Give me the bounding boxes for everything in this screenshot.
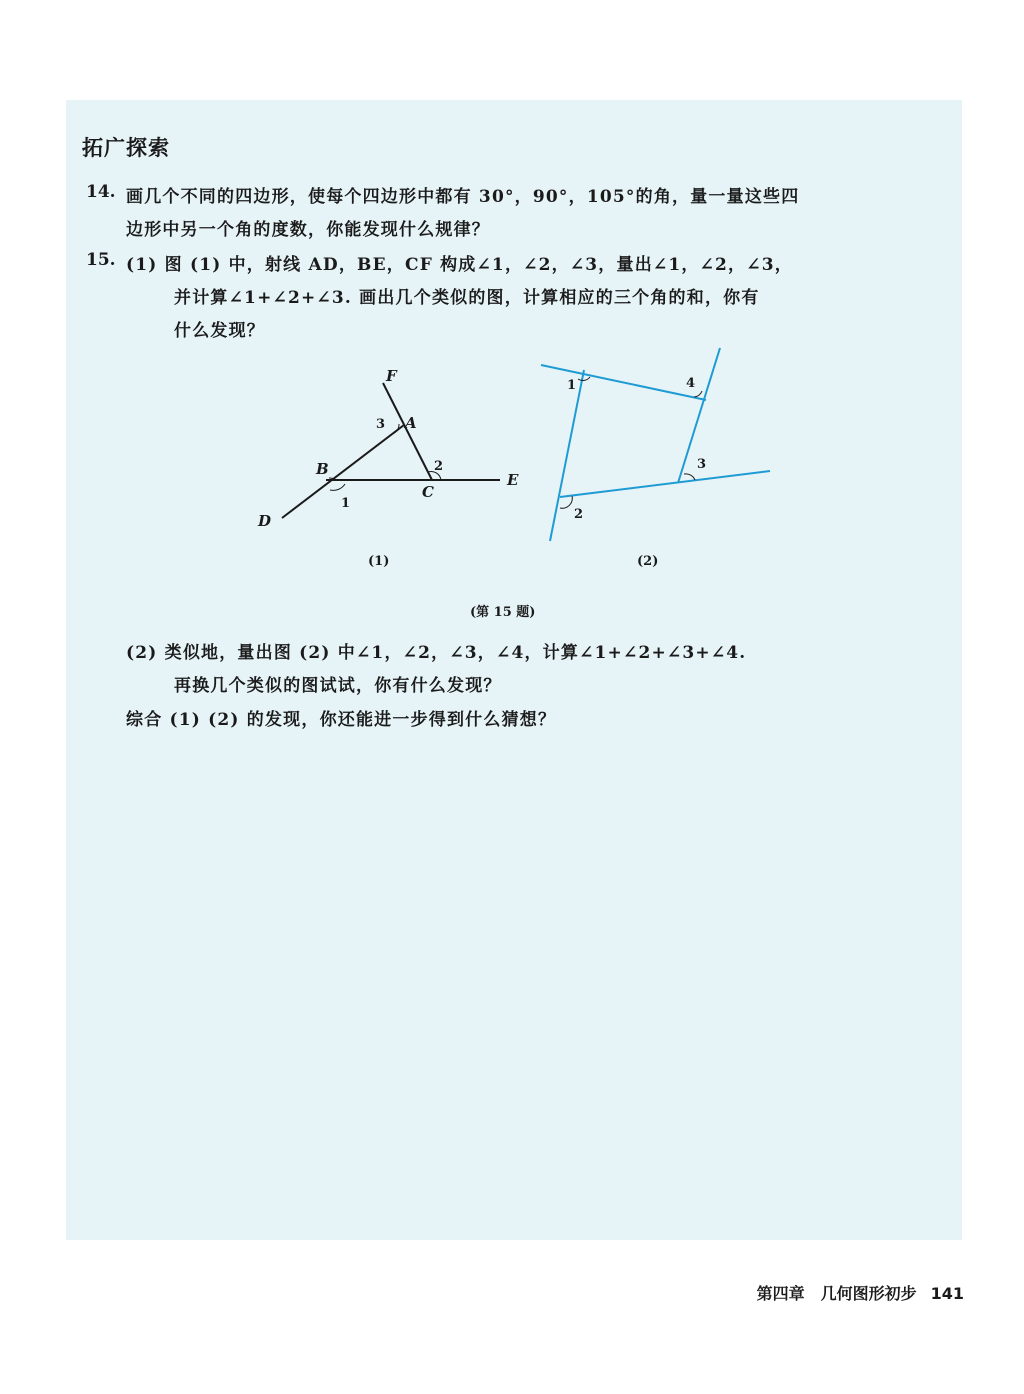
- problem-15-part3: 综合 (1) (2) 的发现，你还能进一步得到什么猜想？: [126, 710, 557, 730]
- problem-15-part2-line-2: 再换几个类似的图试试，你有什么发现？: [174, 676, 502, 696]
- point-label-e: E: [507, 471, 519, 489]
- angle-label-2: 2: [434, 459, 444, 474]
- angle-arc-q2: [560, 496, 572, 508]
- line-bottom: [560, 471, 770, 497]
- page-number: 141: [930, 1284, 964, 1303]
- angle-label-q4: 4: [686, 376, 696, 391]
- point-label-f: F: [386, 367, 397, 385]
- angle-arc-q1: [578, 377, 590, 380]
- angle-arc-q4: [694, 391, 702, 397]
- figure-2-label: (2): [637, 554, 659, 569]
- point-label-a: A: [405, 414, 417, 432]
- problem-15-part2-line-1: (2) 类似地，量出图 (2) 中∠1，∠2，∠3，∠4，计算∠1+∠2+∠3+∠4.: [126, 643, 747, 663]
- point-label-c: C: [422, 483, 434, 501]
- figure-1: [282, 383, 500, 518]
- angle-label-1: 1: [341, 496, 351, 511]
- problem-15-part1-line-2: 并计算∠1+∠2+∠3. 画出几个类似的图，计算相应的三个角的和，你有: [174, 288, 760, 308]
- section-title: 拓广探索: [82, 136, 170, 160]
- problem-14-line-2: 边形中另一个角的度数，你能发现什么规律？: [126, 220, 490, 240]
- problem-15-part1-line-3: 什么发现？: [174, 321, 265, 341]
- chapter-title: 第四章 几何图形初步: [756, 1284, 917, 1303]
- point-label-d: D: [258, 512, 272, 530]
- angle-label-q3: 3: [697, 457, 707, 472]
- problem-15-part1-line-1: (1) 图 (1) 中，射线 AD，BE，CF 构成∠1，∠2，∠3，量出∠1，∠2，∠3，: [126, 255, 793, 275]
- problem-14-line-1: 画几个不同的四边形，使每个四边形中都有 30°，90°，105°的角，量一量这些四: [126, 187, 800, 207]
- angle-label-q1: 1: [567, 378, 577, 393]
- figure-caption: (第 15 题): [470, 605, 536, 620]
- problem-14-number: 14.: [86, 182, 116, 202]
- angle-arc-1b: [330, 484, 345, 490]
- figure-1-label: (1): [368, 554, 390, 569]
- line-top: [541, 365, 706, 400]
- angle-label-q2: 2: [574, 507, 584, 522]
- angle-arc-q3: [684, 474, 695, 480]
- page-footer: [757, 1281, 964, 1304]
- angle-label-3: 3: [376, 417, 386, 432]
- point-label-b: B: [316, 460, 329, 478]
- problem-15-number: 15.: [86, 250, 116, 270]
